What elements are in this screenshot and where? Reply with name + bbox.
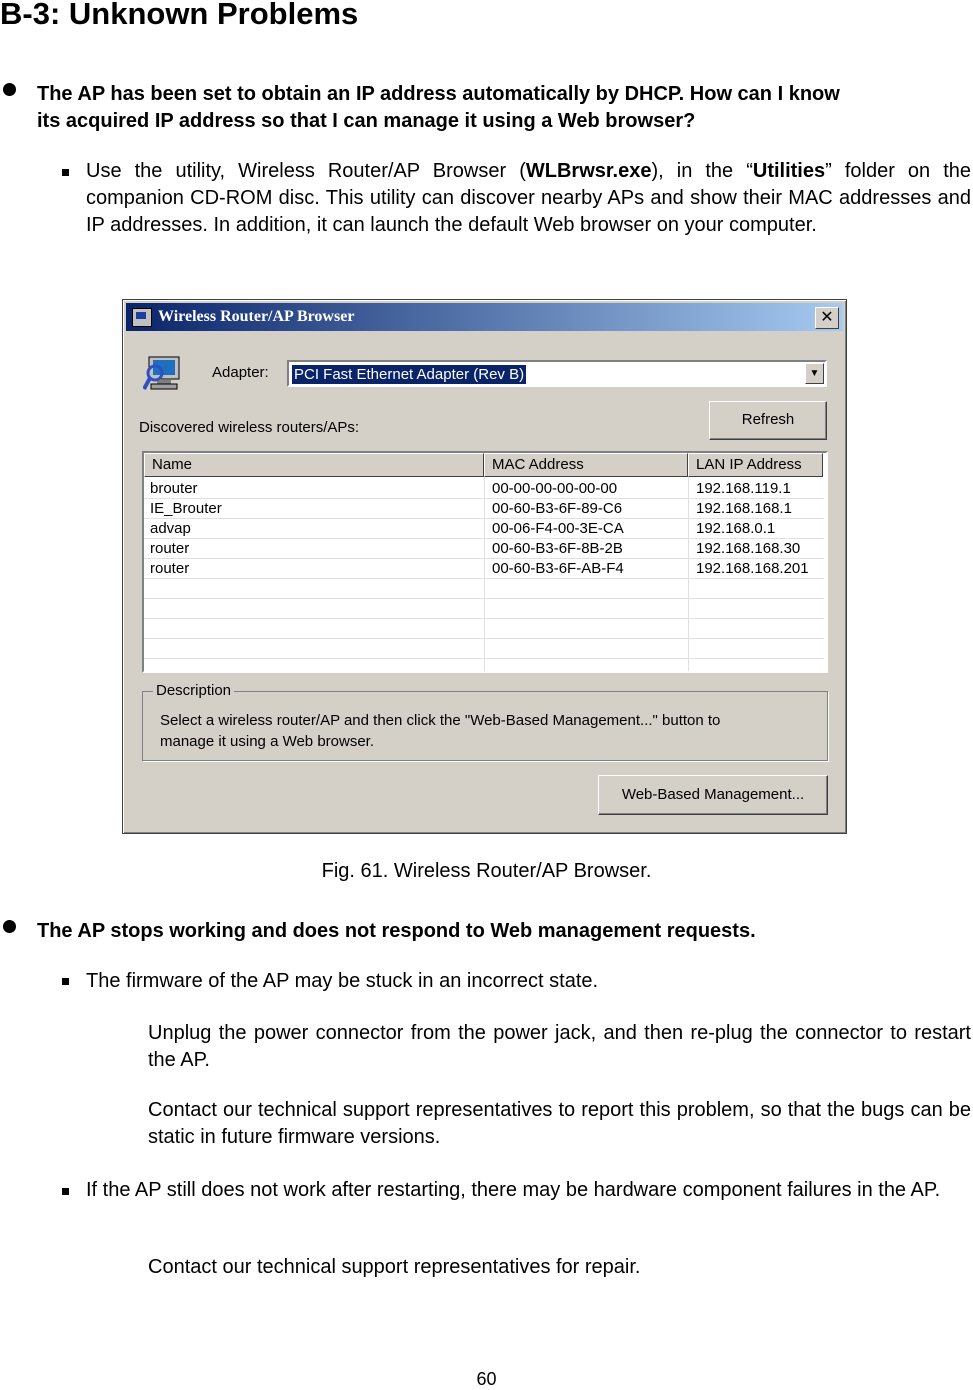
bullet-dot xyxy=(3,83,16,96)
square-bullet xyxy=(62,978,69,985)
cell-name: brouter xyxy=(150,480,198,497)
item-2: If the AP still does not work after restarting, there may be hardware component failures in the AP. xyxy=(86,1179,941,1201)
grid-line xyxy=(144,638,824,639)
question-2: The AP stops working and does not respond to Web management requests. xyxy=(37,920,756,942)
item-1-step-a: Unplug the power connector from the power jack, and then re-plug the connector to restart the AP. xyxy=(148,1022,971,1071)
dropdown-arrow-icon[interactable]: ▼ xyxy=(805,363,824,384)
page-heading: B-3: Unknown Problems xyxy=(0,0,359,31)
bullet-dot xyxy=(3,920,16,933)
description-line1: Select a wireless router/AP and then click the "Web-Based Management..." button to xyxy=(160,712,721,729)
question-1-line1: The AP has been set to obtain an IP address automatically by DHCP. How can I know xyxy=(37,83,840,105)
description-label: Description xyxy=(153,682,234,699)
cell-ip: 192.168.119.1 xyxy=(696,480,791,497)
figure-caption: Fig. 61. Wireless Router/AP Browser. xyxy=(321,860,652,882)
adapter-select-value: PCI Fast Ethernet Adapter (Rev B) xyxy=(294,366,525,383)
folder-name: Utilities xyxy=(752,160,826,182)
question-1 xyxy=(37,81,971,135)
cell-mac: 00-06-F4-00-3E-CA xyxy=(492,520,624,537)
answer-1-pre: Use the utility, Wireless Router/AP Browser ( xyxy=(86,160,526,182)
description-group xyxy=(142,682,828,761)
cell-name: advap xyxy=(150,520,191,537)
cell-mac: 00-60-B3-6F-AB-F4 xyxy=(492,560,624,577)
adapter-label: Adapter: xyxy=(212,364,269,381)
wireless-router-ap-browser-dialog xyxy=(122,299,847,834)
close-button[interactable] xyxy=(815,307,839,329)
cell-mac: 00-60-B3-6F-8B-2B xyxy=(492,540,623,557)
adapter-select[interactable] xyxy=(287,360,827,387)
exe-name: WLBrwsr.exe xyxy=(525,160,652,182)
grid-line xyxy=(688,477,689,673)
answer-1-mid: ), in the “ xyxy=(651,160,753,182)
cell-ip: 192.168.168.30 xyxy=(696,540,801,557)
grid-line xyxy=(484,477,485,673)
item-1: The firmware of the AP may be stuck in an incorrect state. xyxy=(86,970,599,992)
cell-mac: 00-60-B3-6F-89-C6 xyxy=(492,500,623,517)
cell-name: IE_Brouter xyxy=(150,500,222,517)
cell-mac: 00-00-00-00-00-00 xyxy=(492,480,618,497)
description-line2: manage it using a Web browser. xyxy=(160,733,375,750)
network-adapter-icon xyxy=(143,355,185,393)
description-text xyxy=(160,710,720,752)
refresh-button[interactable]: Refresh xyxy=(709,401,827,440)
window-title: Wireless Router/AP Browser xyxy=(158,308,355,325)
close-icon: ✕ xyxy=(820,309,834,326)
square-bullet xyxy=(62,169,69,176)
question-1-line2: its acquired IP address so that I can manage it using a Web browser? xyxy=(37,110,696,132)
cell-name: router xyxy=(150,560,190,577)
grid-line xyxy=(144,618,824,619)
answer-1-post: ” folder on the companion CD-ROM disc. This utility can discover nearby APs and show their MAC addresses and IP addresses. In addition, it can launch the default Web browser on your computer. xyxy=(86,160,971,236)
cell-ip: 192.168.0.1 xyxy=(696,520,776,537)
column-ip[interactable]: LAN IP Address xyxy=(688,453,823,477)
discovered-list[interactable] xyxy=(142,451,828,673)
square-bullet xyxy=(62,1188,69,1195)
web-based-management-button[interactable]: Web-Based Management... xyxy=(598,775,828,815)
column-name[interactable]: Name xyxy=(144,453,484,477)
page-number: 60 xyxy=(476,1369,497,1389)
grid-line xyxy=(144,598,824,599)
app-icon xyxy=(132,308,152,327)
cell-name: router xyxy=(150,540,190,557)
discovered-label: Discovered wireless routers/APs: xyxy=(139,419,360,436)
item-2-step-a: Contact our technical support representatives for repair. xyxy=(148,1256,641,1278)
cell-ip: 192.168.168.201 xyxy=(696,560,809,577)
grid-line xyxy=(144,658,824,659)
title-bar xyxy=(126,303,843,331)
answer-1 xyxy=(86,158,971,239)
cell-ip: 192.168.168.1 xyxy=(696,500,792,517)
column-mac[interactable]: MAC Address xyxy=(484,453,688,477)
item-1-step-b: Contact our technical support representatives to report this problem, so that the bugs can be static in future firmware versions. xyxy=(148,1099,971,1148)
